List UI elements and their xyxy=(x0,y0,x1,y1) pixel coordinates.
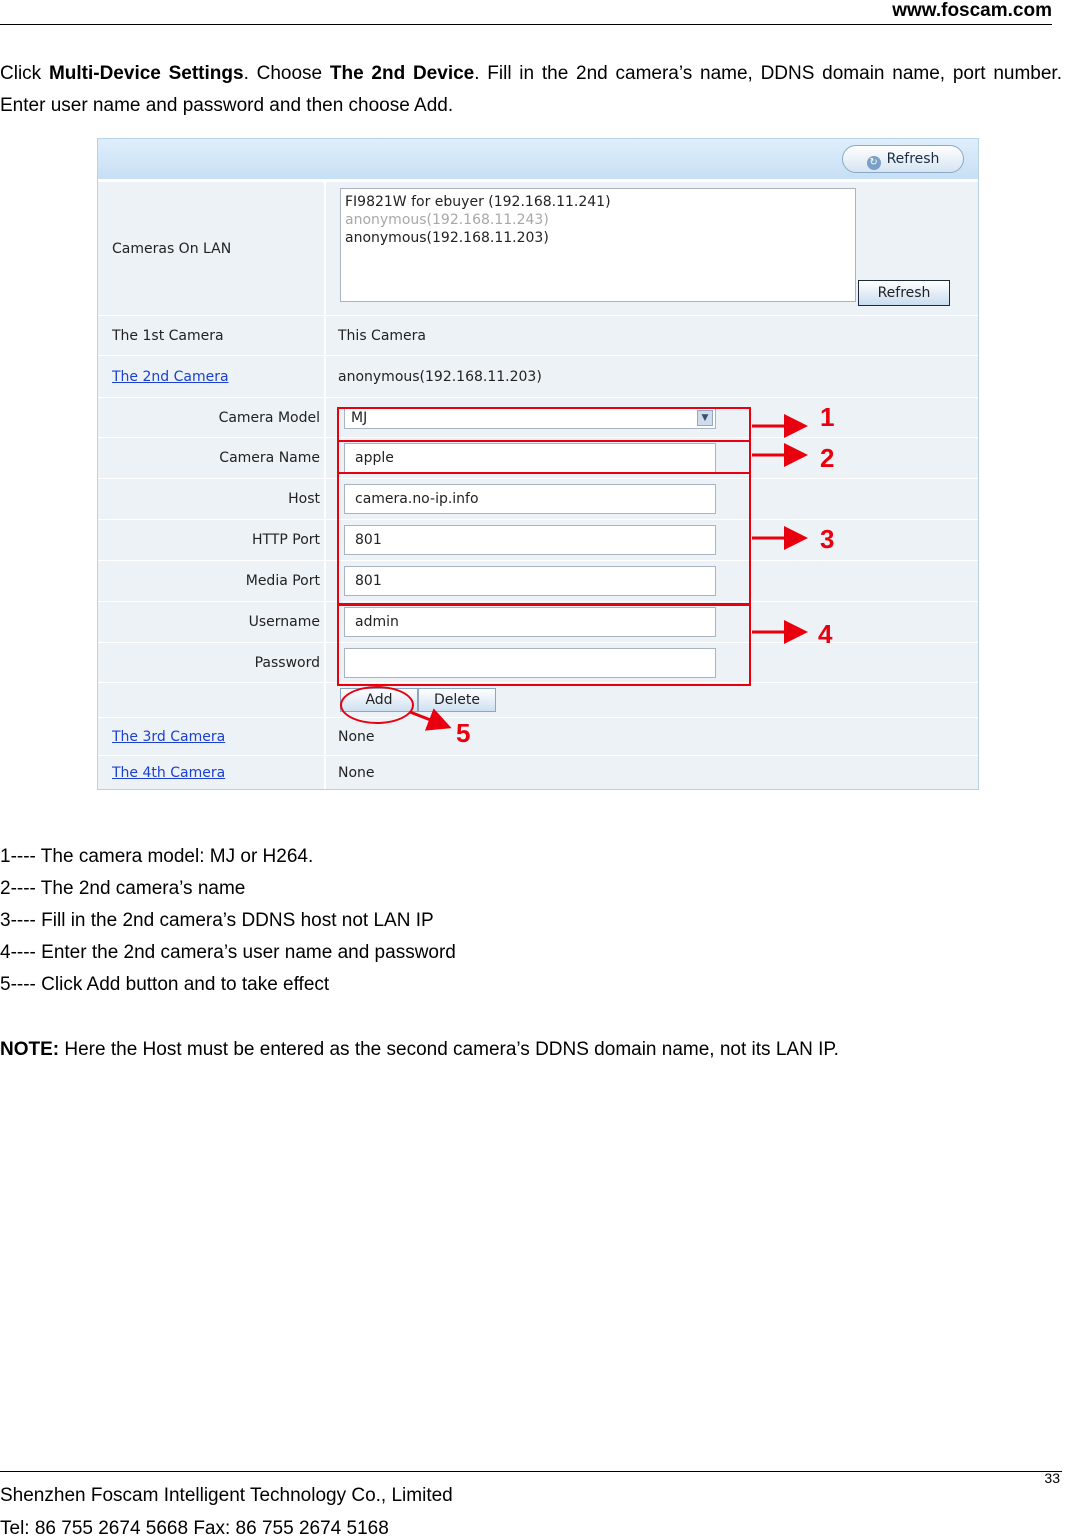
header-url: www.foscam.com xyxy=(892,0,1052,21)
multi-device-settings-term: Multi-Device Settings xyxy=(48,63,244,84)
media-port-label: Media Port xyxy=(245,573,320,589)
second-camera-link[interactable]: The 2nd Camera xyxy=(112,368,229,385)
footer-rule xyxy=(0,1471,1062,1472)
callout-number-1: 1 xyxy=(820,402,835,432)
legend-item: 4---- Enter the 2nd camera’s user name and password xyxy=(0,942,456,963)
chevron-down-icon[interactable]: ▼ xyxy=(697,410,713,426)
username-label: Username xyxy=(248,614,320,630)
host-label: Host xyxy=(288,491,320,507)
footer-company: Shenzhen Foscam Intelligent Technology Co., Limited xyxy=(0,1485,453,1506)
legend-item: 3---- Fill in the 2nd camera’s DDNS host not LAN IP xyxy=(0,910,434,931)
password-label: Password xyxy=(254,654,320,671)
second-camera-value: anonymous(192.168.11.203) xyxy=(338,368,542,385)
camera-model-select[interactable]: MJ ▼ xyxy=(344,407,716,429)
legend-item: 2---- The 2nd camera’s name xyxy=(0,878,246,899)
note-text: Here the Host must be entered as the second camera’s DDNS domain name, not its LAN IP. xyxy=(59,1039,839,1060)
list-item[interactable]: FI9821W for ebuyer (192.168.11.241) xyxy=(345,194,611,210)
camera-name-label: Camera Name xyxy=(219,450,320,466)
fourth-camera-value: None xyxy=(338,764,375,781)
camera-model-label: Camera Model xyxy=(218,409,320,426)
callout-number-2: 2 xyxy=(820,443,835,473)
list-item[interactable]: anonymous(192.168.11.243) xyxy=(345,212,549,228)
camera-name-input[interactable]: apple xyxy=(344,443,716,473)
page-number: 33 xyxy=(1044,1470,1060,1486)
callout-arrow-5 xyxy=(410,712,446,726)
username-input[interactable]: admin xyxy=(344,607,716,637)
host-input[interactable]: camera.no-ip.info xyxy=(344,484,716,514)
note-label: NOTE: xyxy=(0,1039,60,1060)
refresh-icon: ↻ xyxy=(867,156,881,170)
top-refresh-button[interactable]: ↻ Refresh xyxy=(842,145,964,173)
third-camera-link[interactable]: The 3rd Camera xyxy=(112,728,226,745)
callout-number-4: 4 xyxy=(818,619,833,649)
callout-number-5: 5 xyxy=(456,718,471,748)
callout-number-3: 3 xyxy=(820,524,835,554)
intro-paragraph: Click Multi-Device Settings. Choose The 2nd Device. Fill in the 2nd camera’s name, DDNS domain name, port number. Enter user name and password and then choose Add. xyxy=(0,63,1062,116)
note xyxy=(0,1036,839,1064)
http-port-input[interactable]: 801 xyxy=(344,525,716,555)
first-camera-value: This Camera xyxy=(338,327,426,344)
footer-contact: Tel: 86 755 2674 5668 Fax: 86 755 2674 5168 xyxy=(0,1518,389,1539)
lan-refresh-button[interactable]: Refresh xyxy=(858,280,950,306)
first-camera-label: The 1st Camera xyxy=(112,327,224,344)
fourth-camera-link[interactable]: The 4th Camera xyxy=(112,764,226,781)
media-port-input[interactable]: 801 xyxy=(344,566,716,596)
second-device-term: The 2nd Device xyxy=(329,63,475,84)
add-button[interactable]: Add xyxy=(340,688,418,712)
callout-legend xyxy=(0,841,456,1001)
cameras-on-lan-label: Cameras On LAN xyxy=(112,240,232,257)
list-item[interactable]: anonymous(192.168.11.203) xyxy=(345,230,549,246)
legend-item: 5---- Click Add button and to take effect xyxy=(0,974,330,995)
legend-item: 1---- The camera model: MJ or H264. xyxy=(0,846,314,867)
http-port-label: HTTP Port xyxy=(251,532,320,548)
third-camera-value: None xyxy=(338,728,375,745)
delete-button[interactable]: Delete xyxy=(418,688,496,712)
